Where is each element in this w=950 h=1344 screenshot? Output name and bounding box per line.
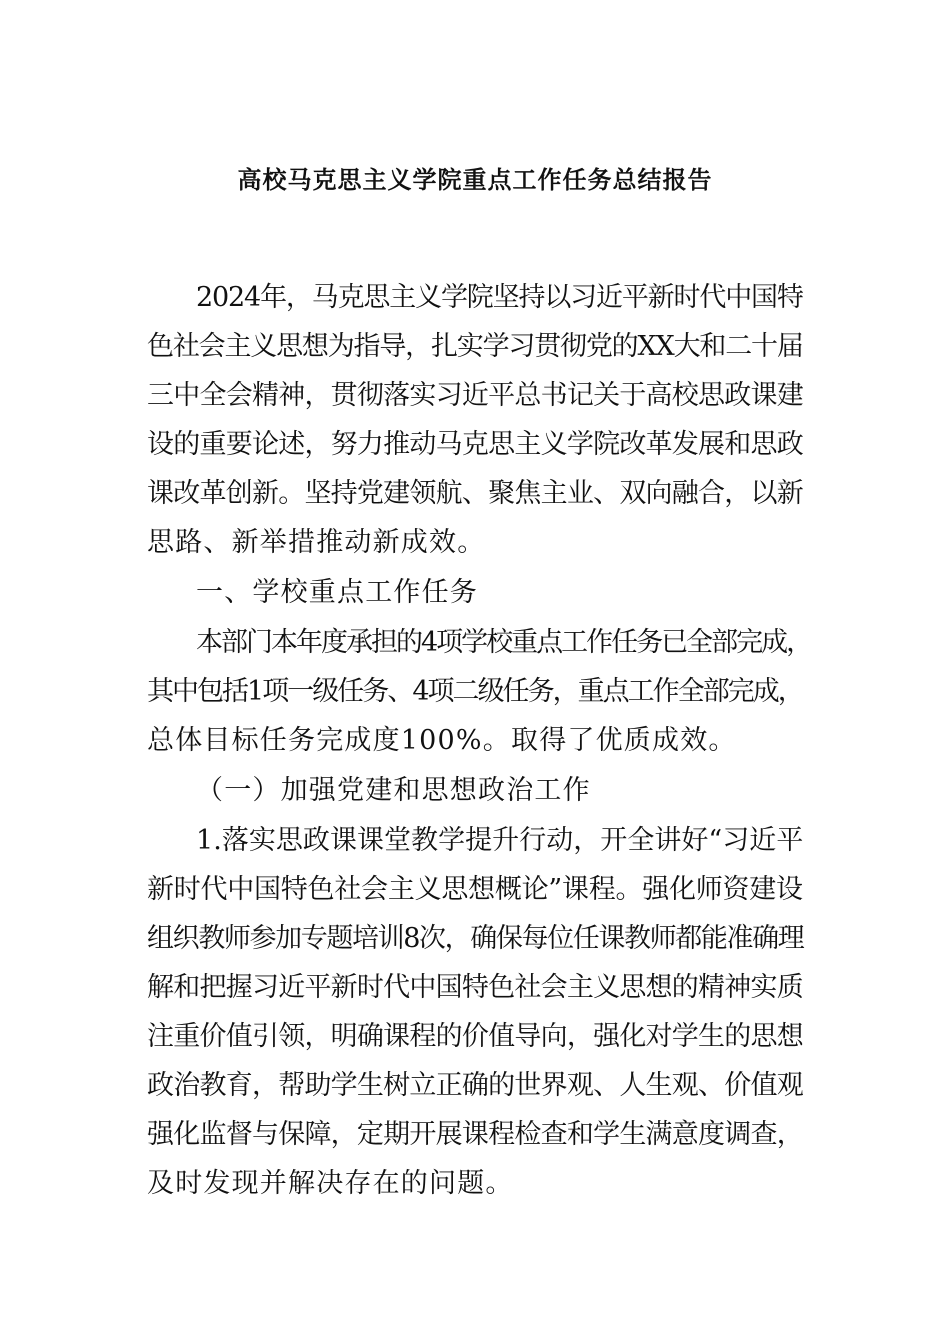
- paragraph-line: 其中包括1项一级任务、4项二级任务，重点工作全部完成，: [147, 676, 803, 707]
- paragraph-line: 三中全会精神，贯彻落实习近平总书记关于高校思政课建: [147, 380, 803, 411]
- paragraph-line: 思路、新举措推动新成效。: [147, 527, 486, 558]
- paragraph-line: 设的重要论述，努力推动马克思主义学院改革发展和思政: [147, 429, 803, 460]
- paragraph-line: 总体目标任务完成度100%。取得了优质成效。: [147, 725, 737, 756]
- paragraph-line: 1.落实思政课课堂教学提升行动，开全讲好“习近平: [196, 825, 804, 856]
- paragraph-line: 解和把握习近平新时代中国特色社会主义思想的精神实质: [147, 972, 803, 1003]
- paragraph-line: 组织教师参加专题培训8次，确保每位任课教师都能准确理: [147, 923, 804, 954]
- section-heading: 一、学校重点工作任务: [196, 577, 478, 608]
- paragraph-line: 2024年，马克思主义学院坚持以习近平新时代中国特: [196, 282, 803, 313]
- paragraph-line: 及时发现并解决存在的问题。: [147, 1168, 514, 1199]
- paragraph-line: 注重价值引领，明确课程的价值导向，强化对学生的思想: [147, 1021, 803, 1052]
- subsection-heading: （一）加强党建和思想政治工作: [196, 775, 591, 806]
- paragraph-line: 强化监督与保障，定期开展课程检查和学生满意度调查，: [147, 1119, 803, 1150]
- paragraph-line: 本部门本年度承担的4项学校重点工作任务已全部完成，: [196, 627, 812, 658]
- paragraph-line: 色社会主义思想为指导，扎实学习贯彻党的XX大和二十届: [147, 331, 803, 362]
- paragraph-line: 政治教育，帮助学生树立正确的世界观、人生观、价值观: [147, 1070, 803, 1101]
- document-title: 高校马克思主义学院重点工作任务总结报告: [237, 166, 713, 194]
- paragraph-line: 课改革创新。坚持党建领航、聚焦主业、双向融合，以新: [147, 478, 803, 509]
- paragraph-line: 新时代中国特色社会主义思想概论”课程。强化师资建设: [147, 874, 803, 905]
